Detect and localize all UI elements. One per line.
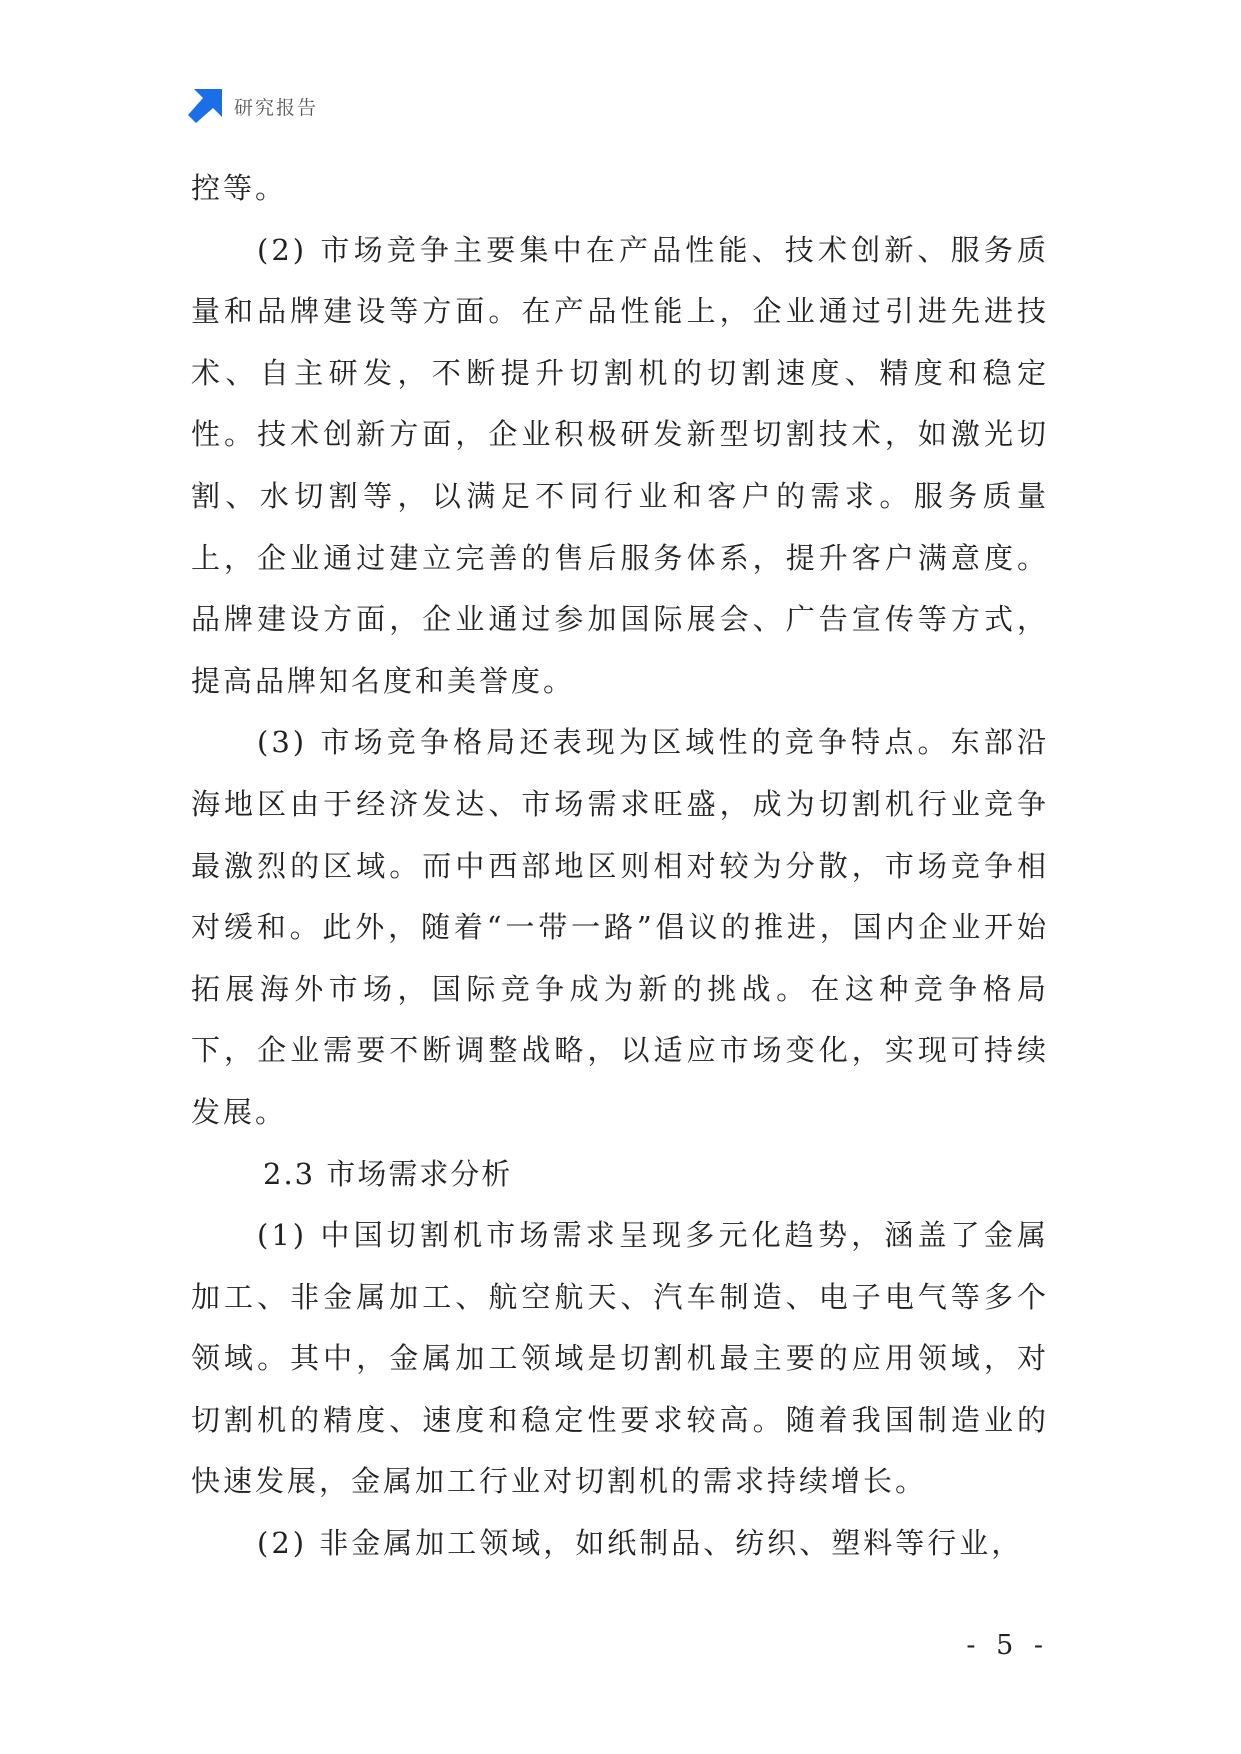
document-body (191, 158, 1049, 1575)
paragraph-continuation: 控等。 (191, 171, 288, 205)
page-number: - 5 - (966, 1630, 1049, 1661)
header-title: 研究报告 (234, 96, 319, 119)
arrow-up-right-icon (188, 89, 222, 123)
paragraph-non-metal-processing: (2) 非金属加工领域，如纸制品、纺织、塑料等行业， (257, 1526, 1024, 1561)
paragraph-regional-competition: (3) 市场竞争格局还表现为区域性的竞争特点。东部沿海地区由于经济发达、市场需求旺盛，成为切割机行业竞争最激烈的区域。而中西部地区则相对较为分散，市场竞争相对缓和。此外，随着“一带一路”倡议的推进，国内企业开始拓展海外市场，国际竞争成为新的挑战。在这种竞争格局下，企业需要不断调整战略，以适应市场变化，实现可持续发展。 (191, 725, 1049, 1129)
paragraph-demand-diversity: (1) 中国切割机市场需求呈现多元化趋势，涵盖了金属加工、非金属加工、航空航天、汽车制造、电子电气等多个领域。其中，金属加工领域是切割机最主要的应用领域，对切割机的精度、速度和稳定性要求较高。随着我国制造业的快速发展，金属加工行业对切割机的需求持续增长。 (191, 1218, 1049, 1499)
paragraph-competition-focus: (2) 市场竞争主要集中在产品性能、技术创新、服务质量和品牌建设等方面。在产品性能上，企业通过引进先进技术、自主研发，不断提升切割机的切割速度、精度和稳定性。技术创新方面，企业积极研发新型切割技术，如激光切割、水切割等，以满足不同行业和客户的需求。服务质量上，企业通过建立完善的售后服务体系，提升客户满意度。品牌建设方面，企业通过参加国际展会、广告宣传等方式，提高品牌知名度和美誉度。 (191, 232, 1049, 698)
page-header (188, 88, 318, 124)
section-heading-demand-analysis: 2.3 市场需求分析 (263, 1156, 513, 1191)
